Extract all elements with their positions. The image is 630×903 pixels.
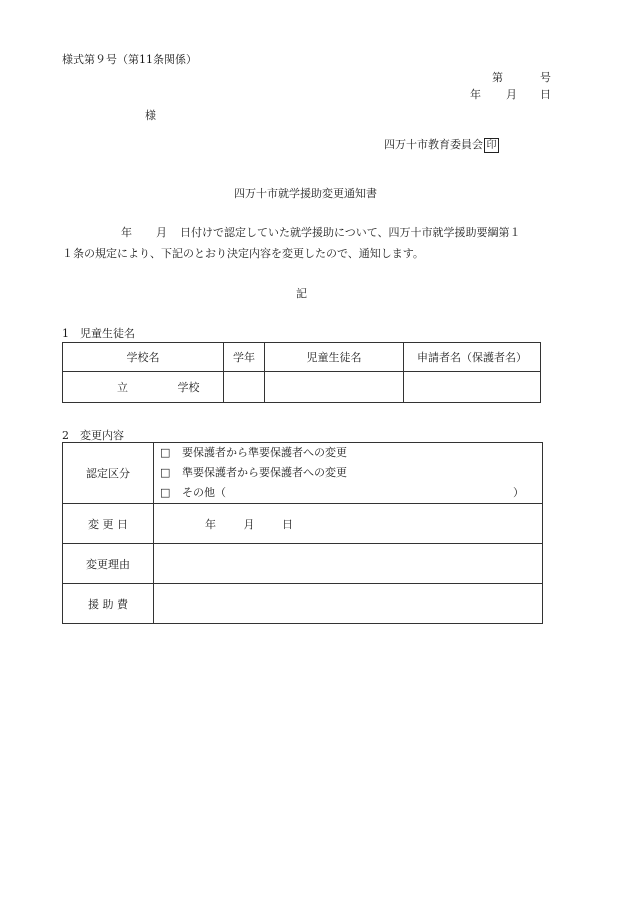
label-change-date: 変 更 日 <box>63 504 154 544</box>
header-applicant-name: 申請者名（保護者名） <box>404 343 541 372</box>
student-table-row <box>63 372 541 403</box>
option-1 <box>160 443 542 463</box>
option-2-text: 準要保護者から要保護者への変更 <box>182 466 347 479</box>
cell-student-name <box>265 372 404 403</box>
cell-applicant-name <box>404 372 541 403</box>
change-date-year: 年 <box>205 517 216 531</box>
row-expense <box>63 584 543 624</box>
expense-value <box>154 584 543 624</box>
label-category: 認定区分 <box>63 443 154 504</box>
category-options <box>154 443 543 504</box>
change-date-month: 月 <box>243 517 255 531</box>
date-day: 日 <box>540 88 551 101</box>
option-1-text: 要保護者から準要保護者への変更 <box>182 446 347 459</box>
body-line2: １条の規定により、下記のとおり決定内容を変更したので、通知します。 <box>62 247 424 260</box>
option-2 <box>160 463 542 483</box>
seal-mark: 印 <box>484 138 499 153</box>
cell-grade <box>224 372 265 403</box>
label-reason: 変更理由 <box>63 544 154 584</box>
label-expense: 援 助 費 <box>63 584 154 624</box>
reason-value <box>154 544 543 584</box>
section2-heading: 2 変更内容 <box>62 429 124 442</box>
issuer-name: 四万十市教育委員会 <box>384 138 483 151</box>
date-year: 年 <box>470 88 481 101</box>
doc-number-dai: 第 <box>492 71 503 84</box>
section1-heading: 1 児童生徒名 <box>62 327 135 340</box>
option-3-text: その他（ <box>182 486 226 499</box>
cell-school <box>63 372 224 403</box>
checkbox-icon: □ <box>160 466 171 479</box>
form-number: 様式第９号（第11条関係） <box>62 53 197 66</box>
header-school: 学校名 <box>63 343 224 372</box>
checkbox-icon: □ <box>160 486 171 499</box>
issuer <box>384 136 499 153</box>
change-date-value <box>154 504 543 544</box>
student-table-header <box>63 343 541 372</box>
gakko-text: 学校 <box>177 381 200 394</box>
body-line1: 日付けで認定していた就学援助について、四万十市就学援助要綱第１ <box>180 226 521 239</box>
body-year: 年 <box>121 226 132 239</box>
row-reason <box>63 544 543 584</box>
doc-number-go: 号 <box>540 71 551 84</box>
student-table <box>62 342 541 403</box>
option-3 <box>160 483 542 503</box>
date-month: 月 <box>506 88 517 101</box>
document-title: 四万十市就学援助変更通知書 <box>234 187 377 200</box>
row-change-date <box>63 504 543 544</box>
header-grade: 学年 <box>224 343 265 372</box>
change-date-day: 日 <box>282 517 293 531</box>
checkbox-icon: □ <box>160 446 171 459</box>
row-category <box>63 443 543 504</box>
header-student-name: 児童生徒名 <box>265 343 404 372</box>
ki-label: 記 <box>296 287 307 300</box>
addressee-suffix: 様 <box>145 109 156 122</box>
other-close-paren: ） <box>513 486 524 499</box>
ritsu-text: 立 <box>117 381 128 394</box>
change-table <box>62 442 543 624</box>
body-month: 月 <box>156 226 167 239</box>
